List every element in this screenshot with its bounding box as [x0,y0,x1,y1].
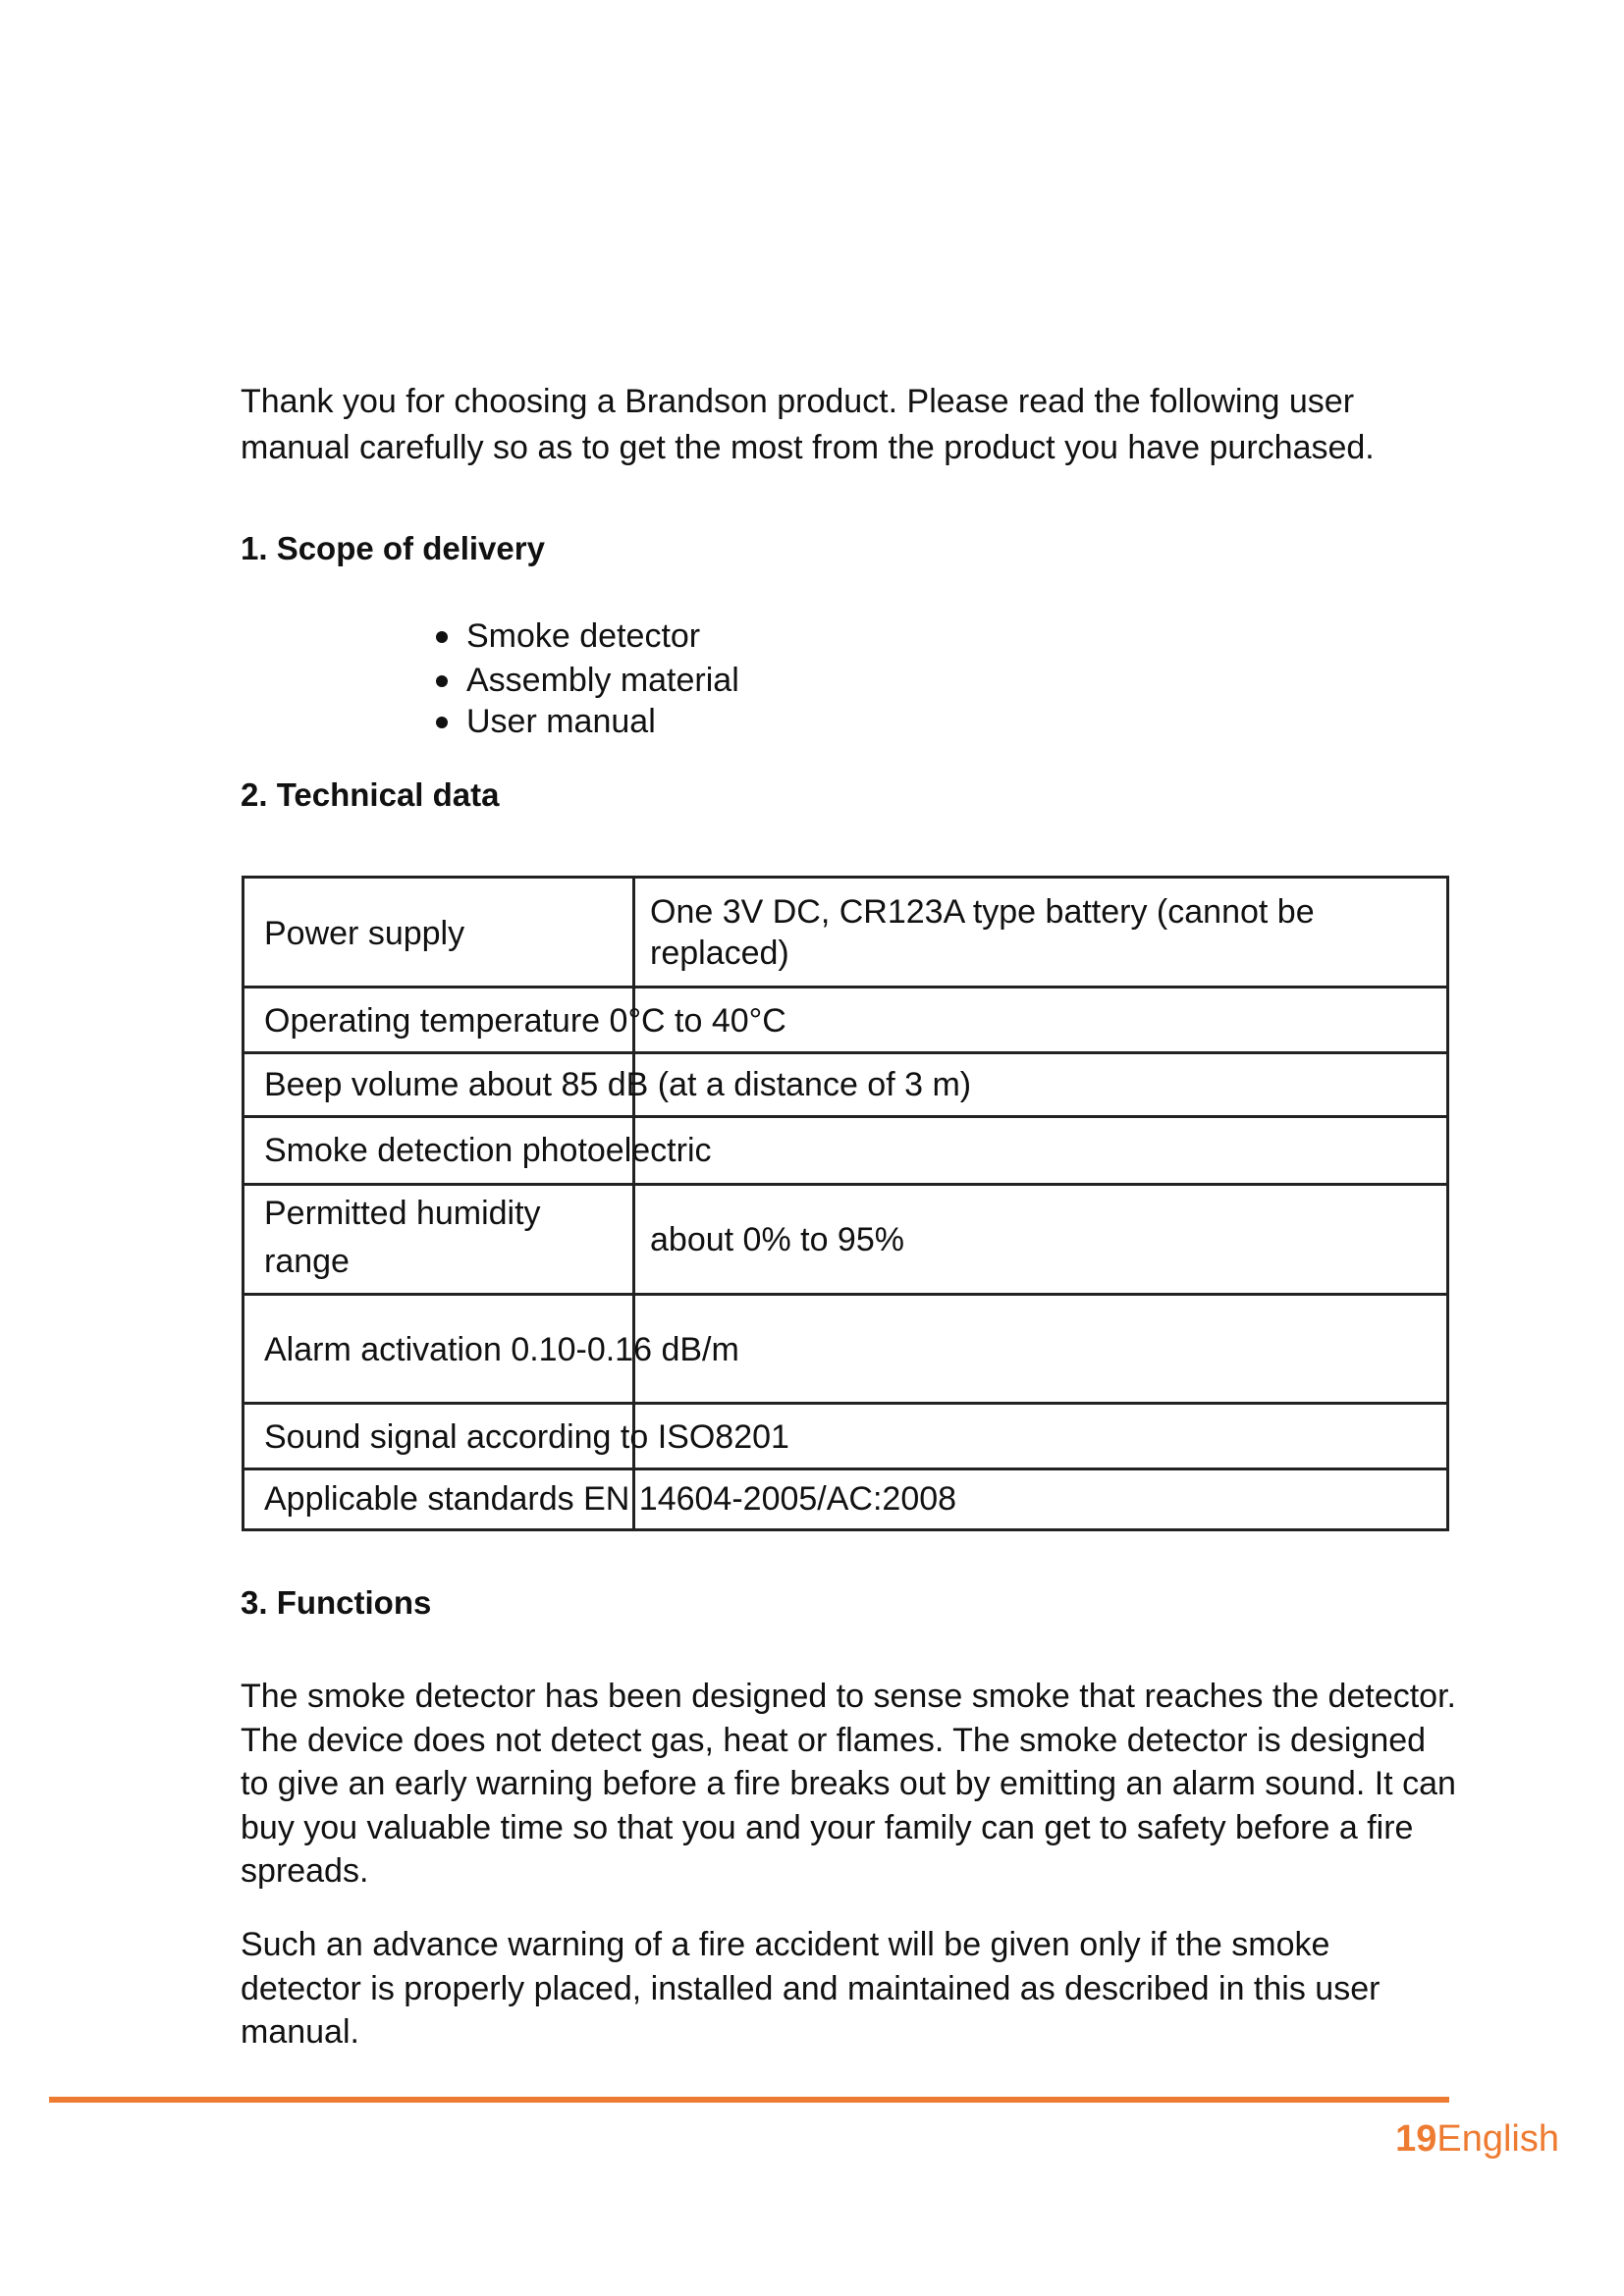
scope-of-delivery-heading: 1. Scope of delivery [241,530,545,566]
list-item: Assembly material [422,660,739,701]
column-divider [632,879,635,986]
table-row [244,879,1446,988]
table-row [244,988,1446,1054]
table-cell-label: Applicable standards [264,1480,574,1518]
table-row-text [264,1000,786,1041]
table-row-text [264,1130,712,1171]
table-row-text [264,1416,789,1458]
table-cell-value: ISO8201 [657,1418,789,1456]
table-row-text [264,1329,739,1370]
footer-divider [49,2097,1449,2103]
table-row-text [264,1064,971,1105]
table-cell-label: Operating temperature [264,1002,601,1040]
list-item: User manual [422,701,739,742]
table-cell-label: Power supply [264,915,465,952]
intro-paragraph: Thank you for choosing a Brandson product. Please read the following user manual carefully so as to get the most from the product you have purchased. [241,383,1375,466]
table-row [244,1296,1446,1405]
functions-heading: 3. Functions [241,1584,432,1621]
technical-data-table [242,876,1449,1531]
table-cell-label: Beep volume [264,1066,460,1103]
technical-data-heading: 2. Technical data [241,776,500,813]
table-cell-label: Sound signal according to [264,1418,649,1456]
list-item: Smoke detector [422,613,739,660]
table-cell-value: 0°C to 40°C [609,1002,786,1040]
table-cell-value: photoelectric [521,1132,712,1169]
table-row [244,1186,1446,1296]
table-cell-value: about 0% to 95% [650,1221,904,1258]
functions-paragraph: The smoke detector has been designed to sense smoke that reaches the detector. The device does not detect gas, heat or flames. The smoke detector is designed to give an early warning before a fire breaks out by emitting an alarm sound. It can buy you valuable time so that you and your family can get to safety before a fire spreads. [241,1678,1456,1890]
table-cell-label: Permitted humidity range [264,1195,541,1280]
table-row [244,1054,1446,1118]
functions-paragraph: Such an advance warning of a fire accident will be given only if the smoke detector is properly placed, installed and maintained as described in this user manual. [241,1926,1380,2051]
page-number: 19 [1395,2118,1437,2160]
table-row [244,1405,1446,1470]
column-divider [632,1186,635,1293]
table-cell-value: One 3V DC, CR123A type battery (cannot be replaced) [650,893,1315,972]
table-cell-value: EN 14604-2005/AC:2008 [583,1480,957,1518]
table-cell-value: 0.10-0.16 dB/m [511,1331,739,1368]
page-footer [1395,2118,1559,2161]
page-language: English [1436,2118,1559,2160]
table-cell-label: Alarm activation [264,1331,502,1368]
table-row-text [264,1478,956,1520]
table-row [244,1470,1446,1528]
delivery-list [422,613,739,742]
table-row [244,1118,1446,1186]
table-cell-value: about 85 dB (at a distance of 3 m) [467,1066,972,1103]
table-cell-label: Smoke detection [264,1132,514,1169]
